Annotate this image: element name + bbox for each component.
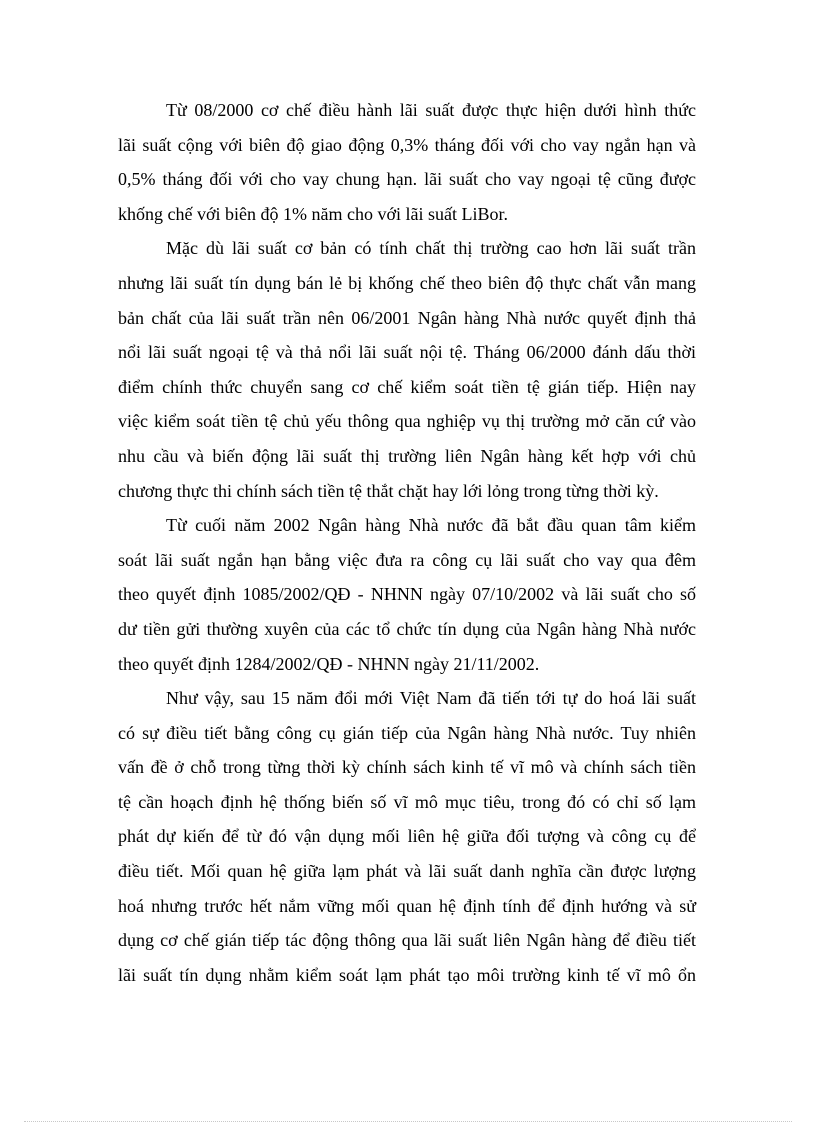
- paragraph-line: tệ cần hoạch định hệ thống biến số vĩ mô mục tiêu, trong đó có chỉ số lạm: [118, 791, 696, 812]
- paragraph-line: Từ cuối năm 2002 Ngân hàng Nhà nước đã bắt đầu quan tâm kiểm: [166, 515, 696, 536]
- paragraph-line: Từ 08/2000 cơ chế điều hành lãi suất được thực hiện dưới hình thức: [166, 100, 696, 120]
- paragraph-line: hoá nhưng trước hết nắm vững mối quan hệ định tính để định hướng và sử: [118, 895, 696, 916]
- paragraph-line: việc kiểm soát tiền tệ chủ yếu thông qua nghiệp vụ thị trường mở căn cứ vào: [118, 411, 696, 432]
- paragraph-line: khống chế với biên độ 1% năm cho với lãi suất LiBor.: [118, 203, 508, 224]
- paragraph-line: chương thực thi chính sách tiền tệ thắt chặt hay lới lỏng trong từng thời kỳ.: [118, 480, 659, 501]
- paragraph-line: lãi suất tín dụng nhằm kiểm soát lạm phát tạo môi trường kinh tế vĩ mô ổn: [118, 964, 696, 985]
- paragraph-line: điều tiết. Mối quan hệ giữa lạm phát và lãi suất danh nghĩa cần được lượng: [118, 861, 696, 882]
- paragraph-line: điểm chính thức chuyển sang cơ chế kiểm soát tiền tệ gián tiếp. Hiện nay: [118, 376, 696, 397]
- paragraph-line: lãi suất cộng với biên độ giao động 0,3% tháng đối với cho vay ngắn hạn và: [118, 134, 696, 155]
- paragraph-line: nhưng lãi suất tín dụng bán lẻ bị khống chế theo biên độ thực chất vẫn mang: [118, 272, 696, 293]
- paragraph-line: Như vậy, sau 15 năm đổi mới Việt Nam đã tiến tới tự do hoá lãi suất: [166, 688, 696, 709]
- paragraph-3: [118, 508, 696, 681]
- paragraph-1: [118, 93, 696, 231]
- page-bottom-divider: [24, 1121, 792, 1122]
- paragraph-line: theo quyết định 1085/2002/QĐ - NHNN ngày 07/10/2002 và lãi suất cho số: [118, 584, 696, 605]
- paragraph-line: nhu cầu và biến động lãi suất thị trường liên Ngân hàng kết hợp với chủ: [118, 445, 696, 466]
- paragraph-line: dụng cơ chế gián tiếp tác động thông qua lãi suất liên Ngân hàng để điều tiết: [118, 930, 696, 951]
- paragraph-line: theo quyết định 1284/2002/QĐ - NHNN ngày 21/11/2002.: [118, 653, 540, 674]
- paragraph-line: soát lãi suất ngắn hạn bằng việc đưa ra công cụ lãi suất cho vay qua đêm: [118, 549, 696, 570]
- paragraph-2: [118, 231, 696, 508]
- paragraph-line: nổi lãi suất ngoại tệ và thả nổi lãi suất nội tệ. Tháng 06/2000 đánh dấu thời: [118, 342, 696, 363]
- paragraph-line: vấn đề ở chỗ trong từng thời kỳ chính sách kinh tế vĩ mô và chính sách tiền: [118, 757, 696, 778]
- paragraph-line: dư tiền gửi thường xuyên của các tổ chức tín dụng của Ngân hàng Nhà nước: [118, 618, 696, 639]
- paragraph-line: bản chất của lãi suất trần nên 06/2001 Ngân hàng Nhà nước quyết định thả: [118, 307, 696, 328]
- paragraph-4: [118, 681, 696, 992]
- document-body: [118, 93, 696, 992]
- paragraph-line: 0,5% tháng đối với cho vay chung hạn. lãi suất cho vay ngoại tệ cũng được: [118, 169, 696, 190]
- paragraph-line: có sự điều tiết bằng công cụ gián tiếp của Ngân hàng Nhà nước. Tuy nhiên: [118, 722, 696, 743]
- paragraph-line: phát dự kiến để từ đó vận dụng mối liên hệ giữa đối tượng và công cụ để: [118, 826, 696, 847]
- paragraph-line: Mặc dù lãi suất cơ bản có tính chất thị trường cao hơn lãi suất trần: [166, 238, 696, 259]
